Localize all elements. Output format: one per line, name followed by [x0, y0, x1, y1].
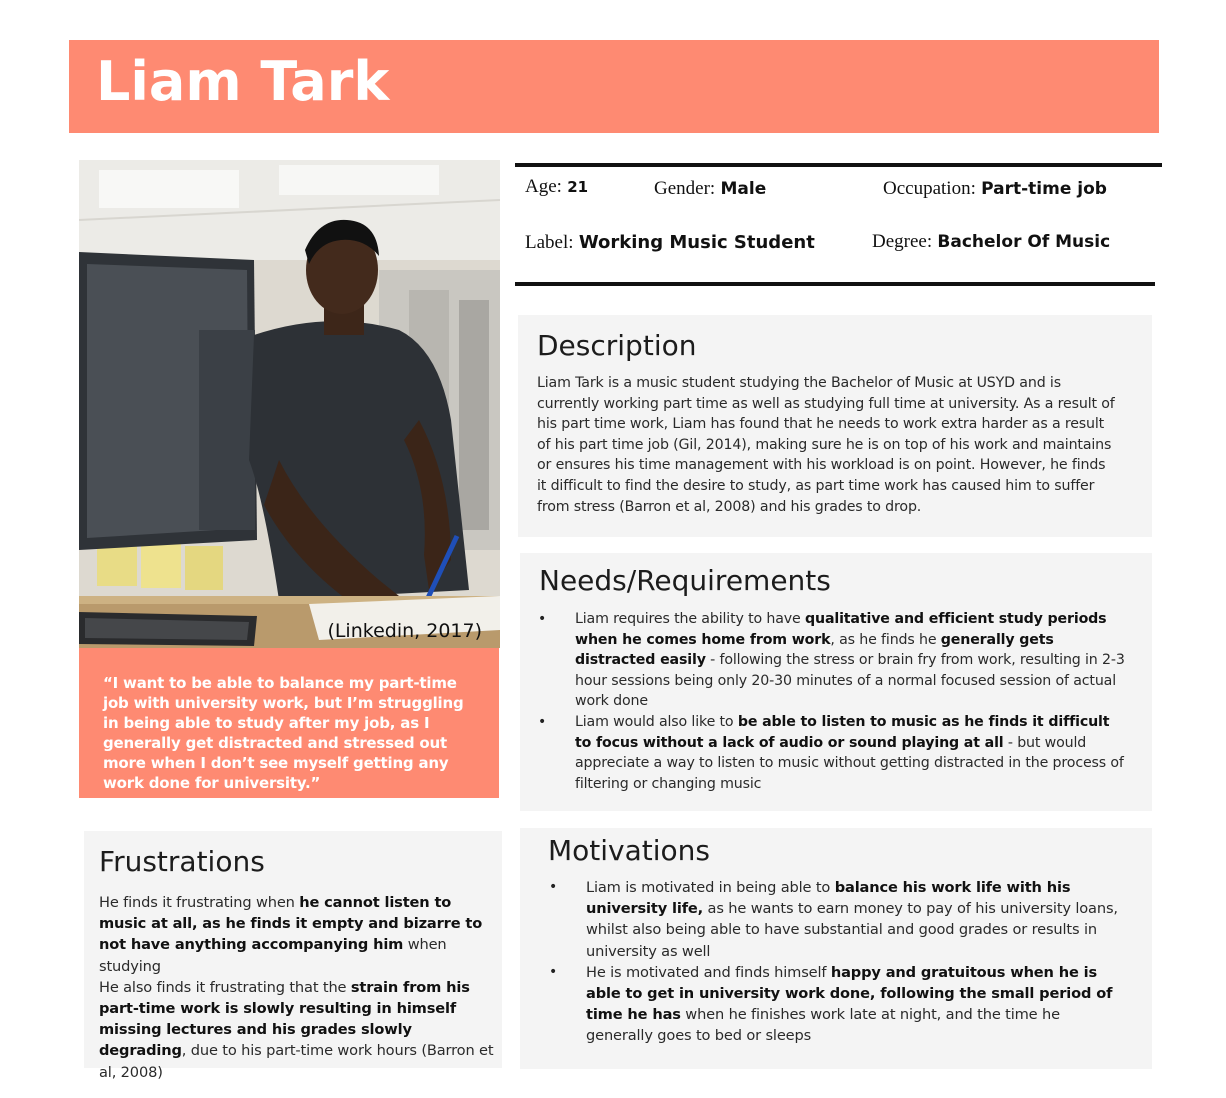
- age-value: 21: [567, 178, 589, 196]
- emphasis-text: balance his work life with his university life,: [586, 879, 1071, 918]
- needs-panel: [520, 553, 1152, 811]
- student-at-desk-illustration: [79, 160, 500, 648]
- needs-list: [538, 609, 1128, 794]
- gender-label: Gender:: [654, 178, 716, 199]
- persona-info-bar: [515, 163, 1162, 285]
- degree-value: Bachelor Of Music: [937, 232, 1111, 252]
- body-text: when he finishes work late at night, and the time he generally goes to bed or sleeps: [586, 1006, 1060, 1045]
- motivations-list: [549, 877, 1129, 1047]
- body-text: - but would appreciate a way to listen to music without getting distracted in the process of filtering or changing music: [575, 734, 1124, 792]
- occupation-value: Part-time job: [981, 179, 1107, 199]
- motivations-panel: [520, 828, 1152, 1069]
- emphasis-text: strain from his part-time work is slowly resulting in himself missing lectures and his grades slowly degrading: [99, 978, 470, 1060]
- frustrations-text: [99, 892, 497, 1083]
- persona-header: [69, 40, 1159, 133]
- gender-field: [654, 178, 766, 200]
- description-title: Description: [537, 329, 697, 362]
- emphasis-text: be able to listen to music as he finds it difficult to focus without a lack of audio or sound playing at all: [575, 713, 1110, 751]
- body-text: Liam requires the ability to have: [575, 611, 805, 627]
- info-top-rule: [515, 163, 1162, 167]
- gender-value: Male: [720, 179, 767, 199]
- description-text: Liam Tark is a music student studying the Bachelor of Music at USYD and is currently working part time as well as studying full time at university. As a result of his part time work, Liam has found that he needs to work extra harder as a result of his part time job (Gil, 2014), making sure he is on top of his work and maintains or ensures his time management with his workload is on point. However, he finds it difficult to find the desire to study, as part time work has caused him to suffer from stress (Barron et al, 2008) and his grades to drop.: [537, 375, 1115, 515]
- body-text: Liam would also like to: [575, 713, 738, 730]
- list-item: [549, 962, 1129, 1047]
- age-label: Age:: [525, 176, 562, 197]
- label-label: Label:: [525, 232, 574, 253]
- frustrations-panel: [84, 831, 502, 1081]
- frustration-paragraph: [99, 892, 497, 977]
- degree-label: Degree:: [872, 231, 933, 252]
- list-item: [538, 609, 1128, 712]
- body-text: - following the stress or brain fry from work, resulting in 2-3 hour sessions being only 20-30 minutes of a normal focused session of actual work done: [575, 652, 1125, 710]
- quote-box: [79, 648, 499, 798]
- body-text: as he wants to earn money to pay of his university loans, whilst also being able to have substantial and good grades or results in university as well: [586, 900, 1118, 960]
- body-text: He finds it frustrating when: [99, 894, 300, 911]
- photo-credit: (Linkedin, 2017): [327, 620, 482, 642]
- motivations-title: Motivations: [548, 834, 710, 867]
- persona-name: Liam Tark: [96, 50, 390, 113]
- body-text: He also finds it frustrating that the: [99, 978, 351, 996]
- emphasis-text: qualitative and efficient study periods when he comes home from work: [575, 611, 1107, 648]
- degree-field: [872, 231, 1110, 253]
- body-text: when studying: [99, 936, 447, 975]
- body-text: , due to his part-time work hours (Barron et al, 2008): [99, 1042, 494, 1081]
- frustrations-title: Frustrations: [99, 845, 265, 878]
- emphasis-text: generally gets distracted easily: [575, 631, 1054, 669]
- body-text: , as he finds he: [830, 631, 941, 648]
- occupation-label: Occupation:: [883, 178, 976, 199]
- age-field: [525, 176, 588, 198]
- body-text: He is motivated and finds himself: [586, 963, 831, 981]
- frustration-paragraph: [99, 977, 497, 1083]
- needs-title: Needs/Requirements: [539, 564, 831, 597]
- list-item: [549, 877, 1129, 962]
- occupation-field: [883, 178, 1107, 200]
- list-item: [538, 712, 1128, 794]
- info-bottom-rule: [515, 282, 1155, 286]
- body-text: Liam is motivated in being able to: [586, 879, 835, 896]
- persona-photo: [79, 160, 500, 648]
- emphasis-text: happy and gratuitous when he is able to get in university work done, following the small period of time he has: [586, 963, 1113, 1024]
- description-panel: [518, 315, 1152, 537]
- label-value: Working Music Student: [578, 232, 815, 253]
- persona-quote: “I want to be able to balance my part-time job with university work, but I’m struggling in being able to study after my job, as I generally get distracted and stressed out more when I don’t see myself getting any work done for university.”: [103, 674, 464, 792]
- label-field: [525, 232, 815, 254]
- emphasis-text: he cannot listen to music at all, as he finds it empty and bizarre to not have anything accompanying him: [99, 894, 483, 954]
